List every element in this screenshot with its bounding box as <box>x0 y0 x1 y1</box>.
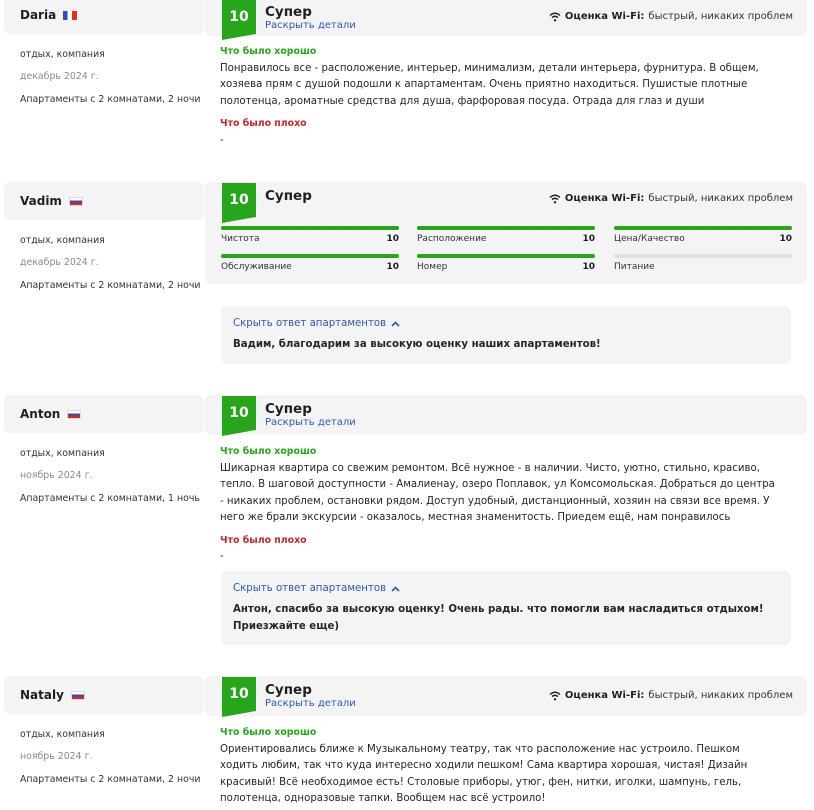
rating-label: Питание <box>614 262 655 272</box>
reviewer-name: Nataly <box>20 688 64 702</box>
rating-bar <box>614 254 792 272</box>
host-reply <box>221 306 791 364</box>
wifi-label: Оценка Wi-Fi: <box>564 193 645 204</box>
score-badge: 10 <box>222 396 256 430</box>
review-header <box>205 182 807 284</box>
reply-text: Антон, спасибо за высокую оценку! Очень рады. что помогли вам насладиться отдыхом! Приезжайте еще) <box>233 604 764 632</box>
wifi-rating <box>549 690 793 701</box>
review-date: декабрь 2024 г. <box>20 71 99 82</box>
wifi-rating <box>549 11 793 22</box>
hide-reply-label: Скрыть ответ апартаментов <box>233 318 387 329</box>
good-text: Шикарная квартира со свежим ремонтом. Всё нужное - в наличии. Чисто, уютно, стильно, красиво, тепло. В шаговой доступности - Амалиенау, озеро Поплавок, ул Комсомольская. Добраться до центра - никаких проблем, остановки рядом. Доступ удобный, дистанционный, хозяин на связи все время. У него же брали экскурсии - оказалось, местная знаменитость. Приедем ещё, нам понравилось <box>220 462 775 523</box>
review-header <box>205 676 807 716</box>
score-badge: 10 <box>222 677 256 711</box>
bad-label: Что было плохо <box>220 534 307 546</box>
review-header <box>205 0 807 36</box>
reviewer-panel <box>4 676 204 810</box>
room-info: Апартаменты с 2 комнатами, 1 ночь <box>20 493 200 504</box>
review-date: ноябрь 2024 г. <box>20 470 93 481</box>
room-info: Апартаменты с 2 комнатами, 2 ночи <box>20 280 201 291</box>
rating-bar <box>417 226 595 244</box>
rating-bar <box>221 226 399 244</box>
rating-bar <box>417 254 595 272</box>
rating-value: 10 <box>386 262 399 272</box>
room-info: Апартаменты с 2 комнатами, 2 ночи <box>20 94 201 105</box>
expand-details-link[interactable]: Раскрыть детали <box>265 698 356 709</box>
wifi-rating <box>549 193 793 204</box>
good-label: Что было хорошо <box>220 727 317 738</box>
trip-type: отдых, компания <box>20 49 105 60</box>
review-body <box>220 44 780 149</box>
review-header <box>205 395 807 435</box>
reviewer-header <box>4 0 204 34</box>
rating-label: Расположение <box>417 234 487 244</box>
reviewer-panel <box>4 395 204 555</box>
good-text: Понравилось все - расположение, интерьер, минимализм, детали интерьера, фурнитура. В общем, хозяева прям с душой подошли к апартаментам. Очень приятно находиться. Пушистые плотные полотенца, ароматные средства для душа, фарфоровая посуда. Отрада для глаз и души <box>220 62 759 107</box>
review-date: декабрь 2024 г. <box>20 257 99 268</box>
wifi-icon <box>549 691 561 701</box>
reply-text: Вадим, благодарим за высокую оценку наших апартаментов! <box>233 339 601 350</box>
chevron-up-icon <box>391 321 400 327</box>
rating-bar <box>221 254 399 272</box>
reviewer-name: Vadim <box>20 194 62 208</box>
wifi-icon <box>549 12 561 22</box>
score-verdict: Супер <box>265 401 312 417</box>
reviewer-panel <box>4 0 204 156</box>
trip-type: отдых, компания <box>20 235 105 246</box>
rating-label: Обслуживание <box>221 262 292 272</box>
russia-flag-icon <box>69 197 83 206</box>
good-text: Ориентировались ближе к Музыкальному театру, так что расположение нас устроило. Пешком ходить любим, так что куда интересно ходили пешком! Сама квартира хорошая, чистая! Дизайн красивый! Всё необходимое есть! Столовые приборы, утюг, фен, нитки, иголки, шампунь, гель, полотенца, одноразовые тапки. Вообщем нас всё устроило! <box>220 743 748 804</box>
score-badge: 10 <box>222 0 256 34</box>
wifi-value: быстрый, никаких проблем <box>648 11 793 22</box>
wifi-label: Оценка Wi-Fi: <box>564 11 645 22</box>
rating-value: 10 <box>779 234 792 244</box>
rating-value: 10 <box>582 234 595 244</box>
review-date: ноябрь 2024 г. <box>20 751 93 762</box>
review-body <box>220 725 780 808</box>
hide-reply-toggle[interactable] <box>233 583 400 594</box>
wifi-label: Оценка Wi-Fi: <box>564 690 645 701</box>
rating-label: Чистота <box>221 234 260 244</box>
hide-reply-toggle[interactable] <box>233 318 400 329</box>
rating-label: Номер <box>417 262 448 272</box>
rating-value: 10 <box>582 262 595 272</box>
host-reply <box>221 571 791 645</box>
good-label: Что было хорошо <box>220 46 317 57</box>
reviewer-name: Daria <box>20 8 57 22</box>
reviewer-header <box>4 395 204 433</box>
russia-flag-icon <box>67 410 81 419</box>
bad-label: Что было плохо <box>220 118 307 129</box>
trip-type: отдых, компания <box>20 448 105 459</box>
rating-bar <box>614 226 792 244</box>
score-badge: 10 <box>222 183 256 217</box>
bad-text: - <box>220 551 224 562</box>
score-verdict: Супер <box>265 4 312 20</box>
reviewer-header <box>4 182 204 220</box>
wifi-value: быстрый, никаких проблем <box>648 690 793 701</box>
bad-text: - <box>220 134 224 146</box>
france-flag-icon <box>63 11 77 20</box>
reviewer-header <box>4 676 204 714</box>
hide-reply-label: Скрыть ответ апартаментов <box>233 583 387 594</box>
review-body <box>220 444 780 566</box>
score-verdict: Супер <box>265 682 312 698</box>
score-verdict: Супер <box>265 188 312 204</box>
expand-details-link[interactable]: Раскрыть детали <box>265 20 356 31</box>
rating-label: Цена/Качество <box>614 234 685 244</box>
expand-details-link[interactable]: Раскрыть детали <box>265 417 356 428</box>
russia-flag-icon <box>71 691 85 700</box>
trip-type: отдых, компания <box>20 729 105 740</box>
wifi-value: быстрый, никаких проблем <box>648 193 793 204</box>
reviewer-panel <box>4 182 204 342</box>
rating-value: 10 <box>386 234 399 244</box>
wifi-icon <box>549 194 561 204</box>
reviewer-name: Anton <box>20 407 61 421</box>
room-info: Апартаменты с 2 комнатами, 2 ночи <box>20 774 201 785</box>
good-label: Что было хорошо <box>220 446 317 457</box>
chevron-up-icon <box>391 586 400 592</box>
